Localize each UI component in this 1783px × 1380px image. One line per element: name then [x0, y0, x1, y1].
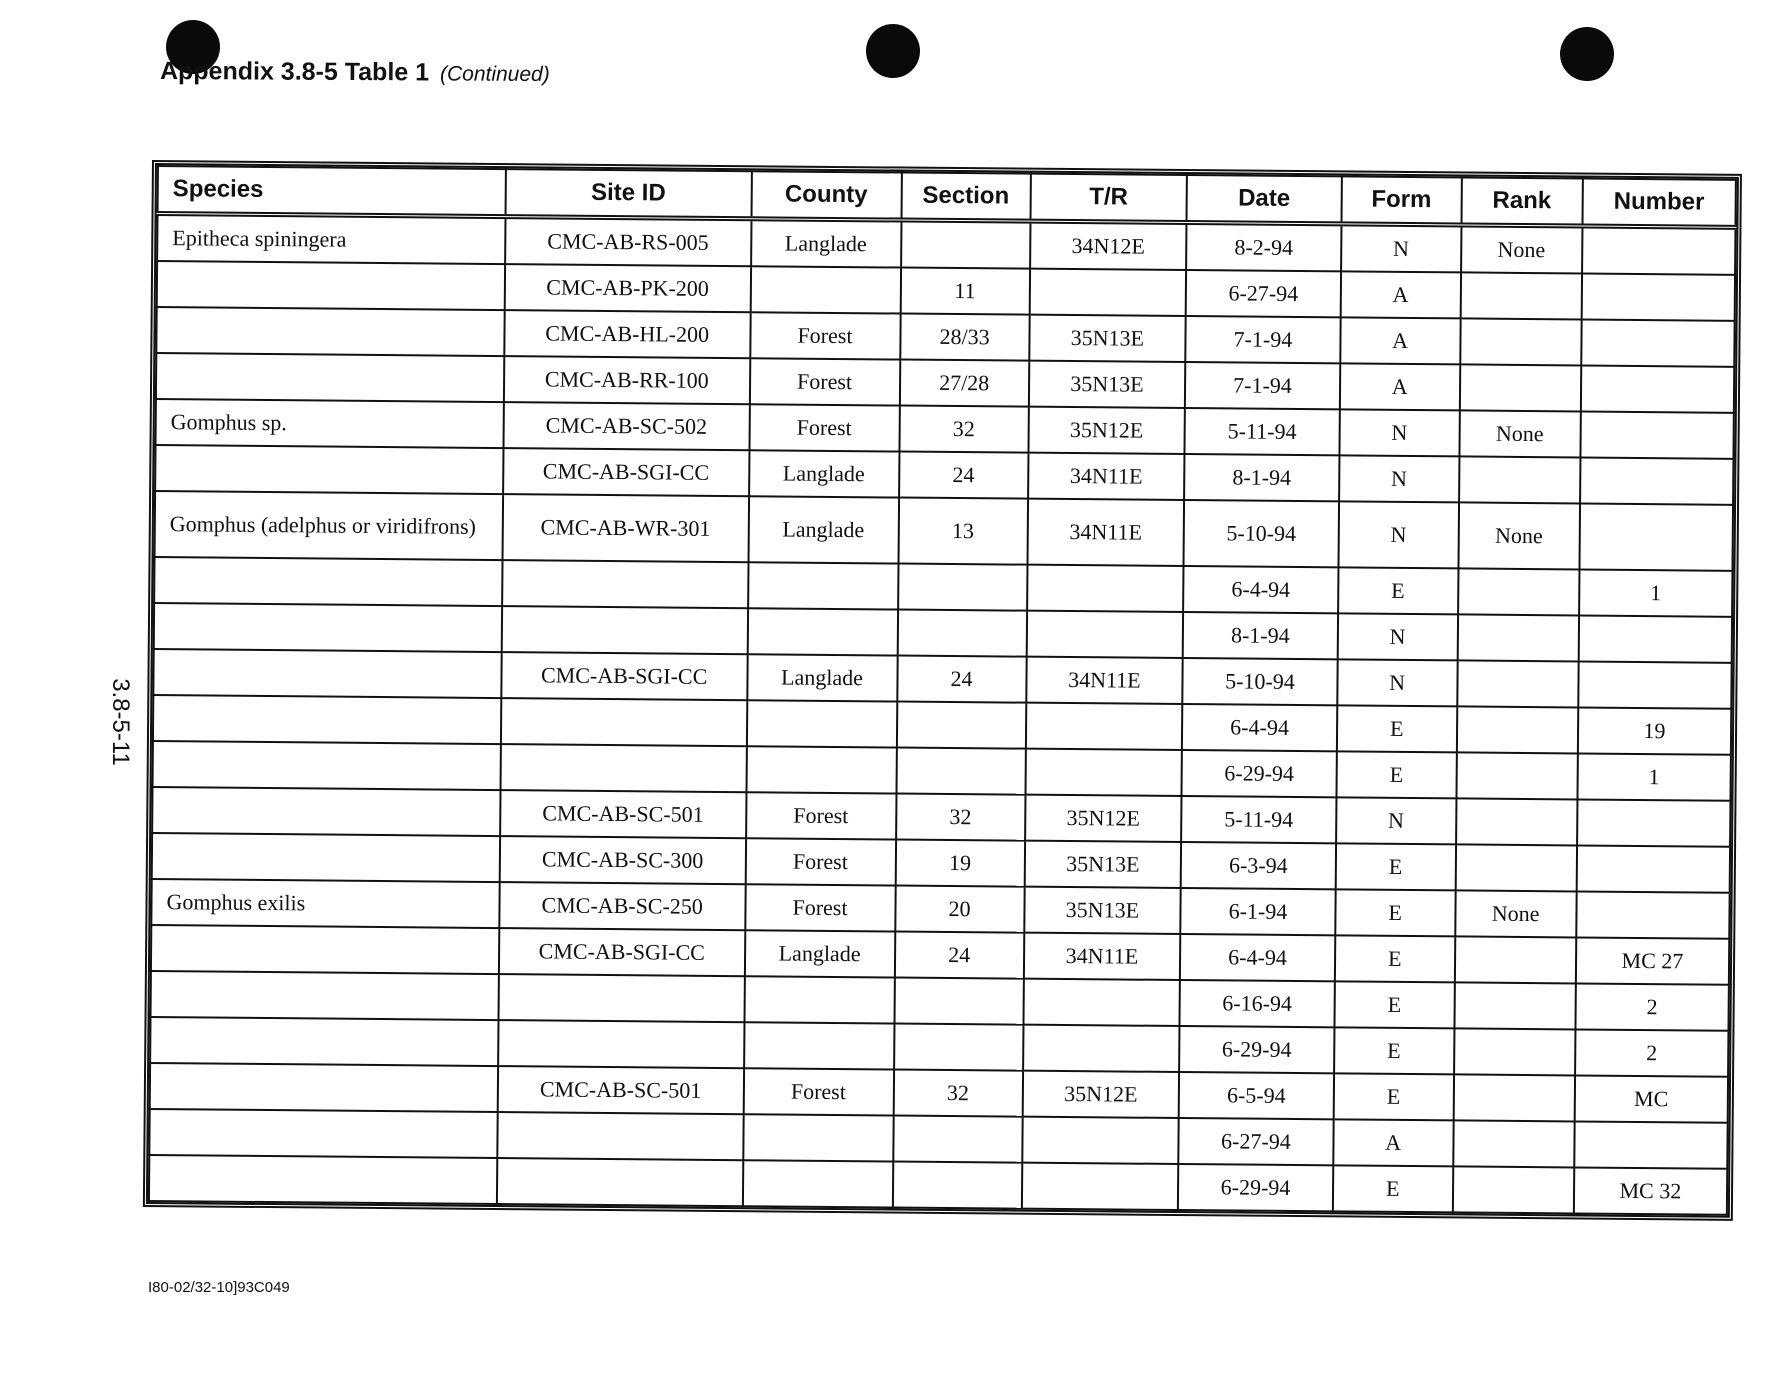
cell-number: MC 32 [1574, 1167, 1728, 1214]
cell-site-id: CMC-AB-RS-005 [505, 217, 751, 267]
cell-species [154, 603, 502, 652]
cell-site-id [497, 1158, 743, 1206]
cell-county [746, 746, 896, 793]
cell-county [748, 562, 898, 609]
cell-site-id [501, 698, 747, 746]
cell-county [744, 1022, 894, 1069]
cell-date: 8-1-94 [1183, 612, 1338, 659]
cell-date: 6-4-94 [1180, 934, 1335, 981]
cell-t-r: 35N12E [1025, 795, 1182, 842]
cell-section [898, 564, 1028, 611]
cell-t-r: 34N11E [1026, 657, 1183, 704]
cell-t-r [1022, 1117, 1179, 1164]
cell-species [155, 445, 503, 494]
cell-form: N [1339, 455, 1459, 502]
cell-date: 6-29-94 [1182, 750, 1337, 797]
cell-rank: None [1455, 890, 1577, 937]
cell-number [1581, 273, 1735, 320]
cell-species [149, 1155, 497, 1204]
cell-rank [1456, 752, 1578, 799]
cell-date: 5-10-94 [1184, 500, 1339, 567]
cell-species [154, 557, 502, 606]
cell-county [744, 976, 894, 1023]
species-table-frame [143, 160, 1742, 1221]
cell-form: E [1334, 1027, 1454, 1074]
cell-species [150, 1017, 498, 1066]
cell-t-r: 34N11E [1028, 453, 1185, 500]
cell-section: 32 [893, 1070, 1023, 1117]
cell-species [151, 925, 499, 974]
cell-site-id [498, 974, 744, 1022]
cell-date: 6-29-94 [1178, 1164, 1333, 1211]
cell-form: E [1334, 1073, 1454, 1120]
cell-t-r [1023, 1025, 1180, 1072]
cell-county: Langlade [744, 930, 894, 977]
cell-species [153, 695, 501, 744]
cell-number: MC 27 [1576, 937, 1730, 984]
cell-date: 6-27-94 [1178, 1118, 1333, 1165]
cell-site-id: CMC-AB-SGI-CC [501, 652, 747, 700]
cell-t-r [1026, 611, 1183, 658]
cell-t-r: 35N13E [1024, 841, 1181, 888]
cell-site-id: CMC-AB-SC-501 [500, 790, 746, 838]
cell-county: Langlade [751, 219, 901, 268]
cell-form: A [1333, 1119, 1453, 1166]
cell-county [742, 1160, 892, 1207]
cell-date: 6-4-94 [1183, 566, 1338, 613]
cell-species [152, 787, 500, 836]
cell-date: 6-1-94 [1180, 888, 1335, 935]
cell-section: 11 [900, 268, 1030, 315]
cell-county [747, 608, 897, 655]
cell-site-id: CMC-AB-PK-200 [505, 264, 751, 312]
cell-t-r [1027, 565, 1184, 612]
cell-t-r: 35N12E [1022, 1071, 1179, 1118]
cell-section: 32 [899, 406, 1029, 453]
punch-hole [1560, 27, 1614, 81]
table-body [149, 214, 1736, 1215]
cell-number [1576, 891, 1730, 938]
cell-form: A [1341, 271, 1461, 318]
cell-t-r [1022, 1163, 1179, 1210]
cell-section: 13 [898, 498, 1028, 565]
cell-number [1582, 226, 1736, 275]
column-header-county: County [751, 171, 901, 220]
cell-number: 2 [1575, 1029, 1729, 1076]
cell-species: Epitheca spiningera [157, 214, 505, 265]
cell-form: N [1338, 613, 1458, 660]
cell-number [1581, 365, 1735, 412]
cell-section: 20 [895, 886, 1025, 933]
cell-county: Forest [750, 312, 900, 359]
cell-t-r [1029, 269, 1186, 316]
side-page-number: 3.8-5-11 [106, 678, 134, 766]
cell-species [150, 1063, 498, 1112]
cell-rank [1453, 1074, 1575, 1121]
cell-rank [1454, 936, 1576, 983]
cell-t-r: 35N13E [1024, 887, 1181, 934]
cell-section: 28/33 [900, 314, 1030, 361]
cell-form: N [1338, 501, 1458, 568]
cell-t-r [1025, 749, 1182, 796]
cell-number [1579, 503, 1733, 570]
cell-section [896, 702, 1026, 749]
cell-t-r: 35N12E [1028, 407, 1185, 454]
cell-species [157, 261, 505, 310]
cell-date: 5-11-94 [1181, 796, 1336, 843]
cell-county [750, 266, 900, 313]
column-header-species: Species [158, 166, 506, 217]
cell-rank [1460, 272, 1582, 319]
footer-code: I80-02/32-10]93C049 [148, 1279, 290, 1296]
cell-species: Gomphus (adelphus or viridifrons) [155, 491, 503, 560]
cell-rank [1454, 1028, 1576, 1075]
cell-section [893, 1116, 1023, 1163]
cell-form: E [1335, 889, 1455, 936]
cell-form: N [1339, 409, 1459, 456]
cell-site-id [500, 744, 746, 792]
cell-county: Langlade [747, 654, 897, 701]
cell-t-r: 34N12E [1030, 221, 1187, 270]
cell-county [746, 700, 896, 747]
cell-site-id: CMC-AB-WR-301 [502, 494, 748, 562]
cell-county: Langlade [748, 496, 899, 563]
cell-species [152, 833, 500, 882]
column-header-rank: Rank [1461, 177, 1583, 226]
cell-date: 7-1-94 [1185, 316, 1340, 363]
cell-form: A [1340, 317, 1460, 364]
cell-rank: None [1461, 225, 1583, 274]
cell-number [1580, 457, 1734, 504]
cell-rank [1456, 798, 1578, 845]
cell-site-id [502, 606, 748, 654]
cell-section: 19 [895, 840, 1025, 887]
cell-date: 8-2-94 [1186, 223, 1341, 272]
cell-number [1574, 1121, 1728, 1168]
column-header-date: Date [1187, 175, 1342, 224]
cell-number: 1 [1577, 753, 1731, 800]
cell-number [1581, 319, 1735, 366]
cell-t-r: 34N11E [1027, 499, 1184, 566]
cell-site-id: CMC-AB-SC-502 [503, 402, 749, 450]
cell-form: N [1336, 797, 1456, 844]
cell-date: 6-16-94 [1180, 980, 1335, 1027]
title-text: Appendix 3.8-5 Table 1 [159, 56, 430, 87]
cell-county: Forest [745, 884, 895, 931]
cell-section [896, 748, 1026, 795]
cell-t-r [1023, 979, 1180, 1026]
cell-county: Forest [745, 838, 895, 885]
cell-county [743, 1114, 893, 1161]
cell-site-id: CMC-AB-HL-200 [504, 310, 750, 358]
cell-number: 2 [1575, 983, 1729, 1030]
cell-species [151, 971, 499, 1020]
cell-number [1580, 411, 1734, 458]
cell-t-r: 34N11E [1024, 933, 1181, 980]
cell-section [894, 978, 1024, 1025]
cell-form: N [1341, 224, 1461, 273]
cell-form: E [1333, 1165, 1453, 1212]
cell-date: 6-27-94 [1186, 270, 1341, 317]
cell-site-id: CMC-AB-SC-501 [498, 1066, 744, 1114]
cell-site-id: CMC-AB-RR-100 [504, 356, 750, 404]
cell-t-r: 35N13E [1029, 361, 1186, 408]
cell-section [897, 610, 1027, 657]
cell-site-id: CMC-AB-SC-250 [499, 882, 745, 930]
column-header-site-id: Site ID [505, 169, 751, 219]
cell-species: Gomphus exilis [151, 879, 499, 928]
cell-date: 8-1-94 [1184, 454, 1339, 501]
cell-species [153, 649, 501, 698]
cell-number: MC [1574, 1075, 1728, 1122]
cell-site-id [502, 560, 748, 608]
cell-species [156, 307, 504, 356]
cell-form: E [1337, 705, 1457, 752]
cell-date: 5-10-94 [1182, 658, 1337, 705]
cell-section: 27/28 [899, 360, 1029, 407]
cell-section: 24 [897, 656, 1027, 703]
cell-site-id [497, 1112, 743, 1160]
cell-species: Gomphus sp. [156, 399, 504, 448]
cell-number [1576, 845, 1730, 892]
species-table [148, 165, 1737, 1216]
cell-county: Forest [749, 404, 899, 451]
cell-section: 24 [894, 932, 1024, 979]
column-header-number: Number [1582, 178, 1736, 227]
cell-rank [1459, 364, 1581, 411]
column-header-section: Section [901, 173, 1031, 222]
cell-form: E [1334, 981, 1454, 1028]
cell-rank [1460, 318, 1582, 365]
cell-rank [1459, 456, 1581, 503]
column-header-t-r: T/R [1030, 174, 1187, 223]
cell-section [901, 220, 1031, 269]
cell-section [892, 1162, 1022, 1209]
cell-section: 24 [899, 452, 1029, 499]
cell-date: 6-4-94 [1182, 704, 1337, 751]
cell-species [156, 353, 504, 402]
cell-rank [1458, 568, 1580, 615]
cell-section [894, 1024, 1024, 1071]
cell-number: 19 [1578, 707, 1732, 754]
cell-species [149, 1109, 497, 1158]
cell-date: 5-11-94 [1185, 408, 1340, 455]
cell-site-id: CMC-AB-SGI-CC [499, 928, 745, 976]
cell-site-id: CMC-AB-SGI-CC [503, 448, 749, 496]
cell-species [153, 741, 501, 790]
cell-number [1578, 615, 1732, 662]
cell-form: A [1340, 363, 1460, 410]
cell-form: E [1338, 567, 1458, 614]
column-header-form: Form [1341, 176, 1461, 225]
cell-rank [1457, 660, 1579, 707]
cell-date: 6-5-94 [1179, 1072, 1334, 1119]
punch-hole [866, 24, 920, 78]
cell-rank [1455, 844, 1577, 891]
cell-rank: None [1459, 410, 1581, 457]
cell-county: Langlade [749, 450, 899, 497]
cell-date: 6-29-94 [1179, 1026, 1334, 1073]
cell-rank [1454, 982, 1576, 1029]
cell-county: Forest [749, 358, 899, 405]
cell-county: Forest [746, 792, 896, 839]
cell-number: 1 [1579, 569, 1733, 616]
cell-rank [1457, 614, 1579, 661]
cell-t-r [1026, 703, 1183, 750]
cell-t-r: 35N13E [1029, 315, 1186, 362]
cell-rank [1456, 706, 1578, 753]
cell-number [1578, 661, 1732, 708]
cell-rank [1452, 1166, 1574, 1213]
cell-form: E [1336, 843, 1456, 890]
cell-rank: None [1458, 502, 1580, 569]
cell-site-id: CMC-AB-SC-300 [500, 836, 746, 884]
cell-date: 6-3-94 [1181, 842, 1336, 889]
cell-form: E [1336, 751, 1456, 798]
title-continued: (Continued) [439, 62, 550, 87]
cell-section: 32 [896, 794, 1026, 841]
cell-date: 7-1-94 [1185, 362, 1340, 409]
cell-county: Forest [743, 1068, 893, 1115]
cell-site-id [498, 1020, 744, 1068]
cell-form: E [1335, 935, 1455, 982]
page-title [160, 57, 550, 88]
cell-number [1577, 799, 1731, 846]
cell-rank [1453, 1120, 1575, 1167]
cell-form: N [1337, 659, 1457, 706]
